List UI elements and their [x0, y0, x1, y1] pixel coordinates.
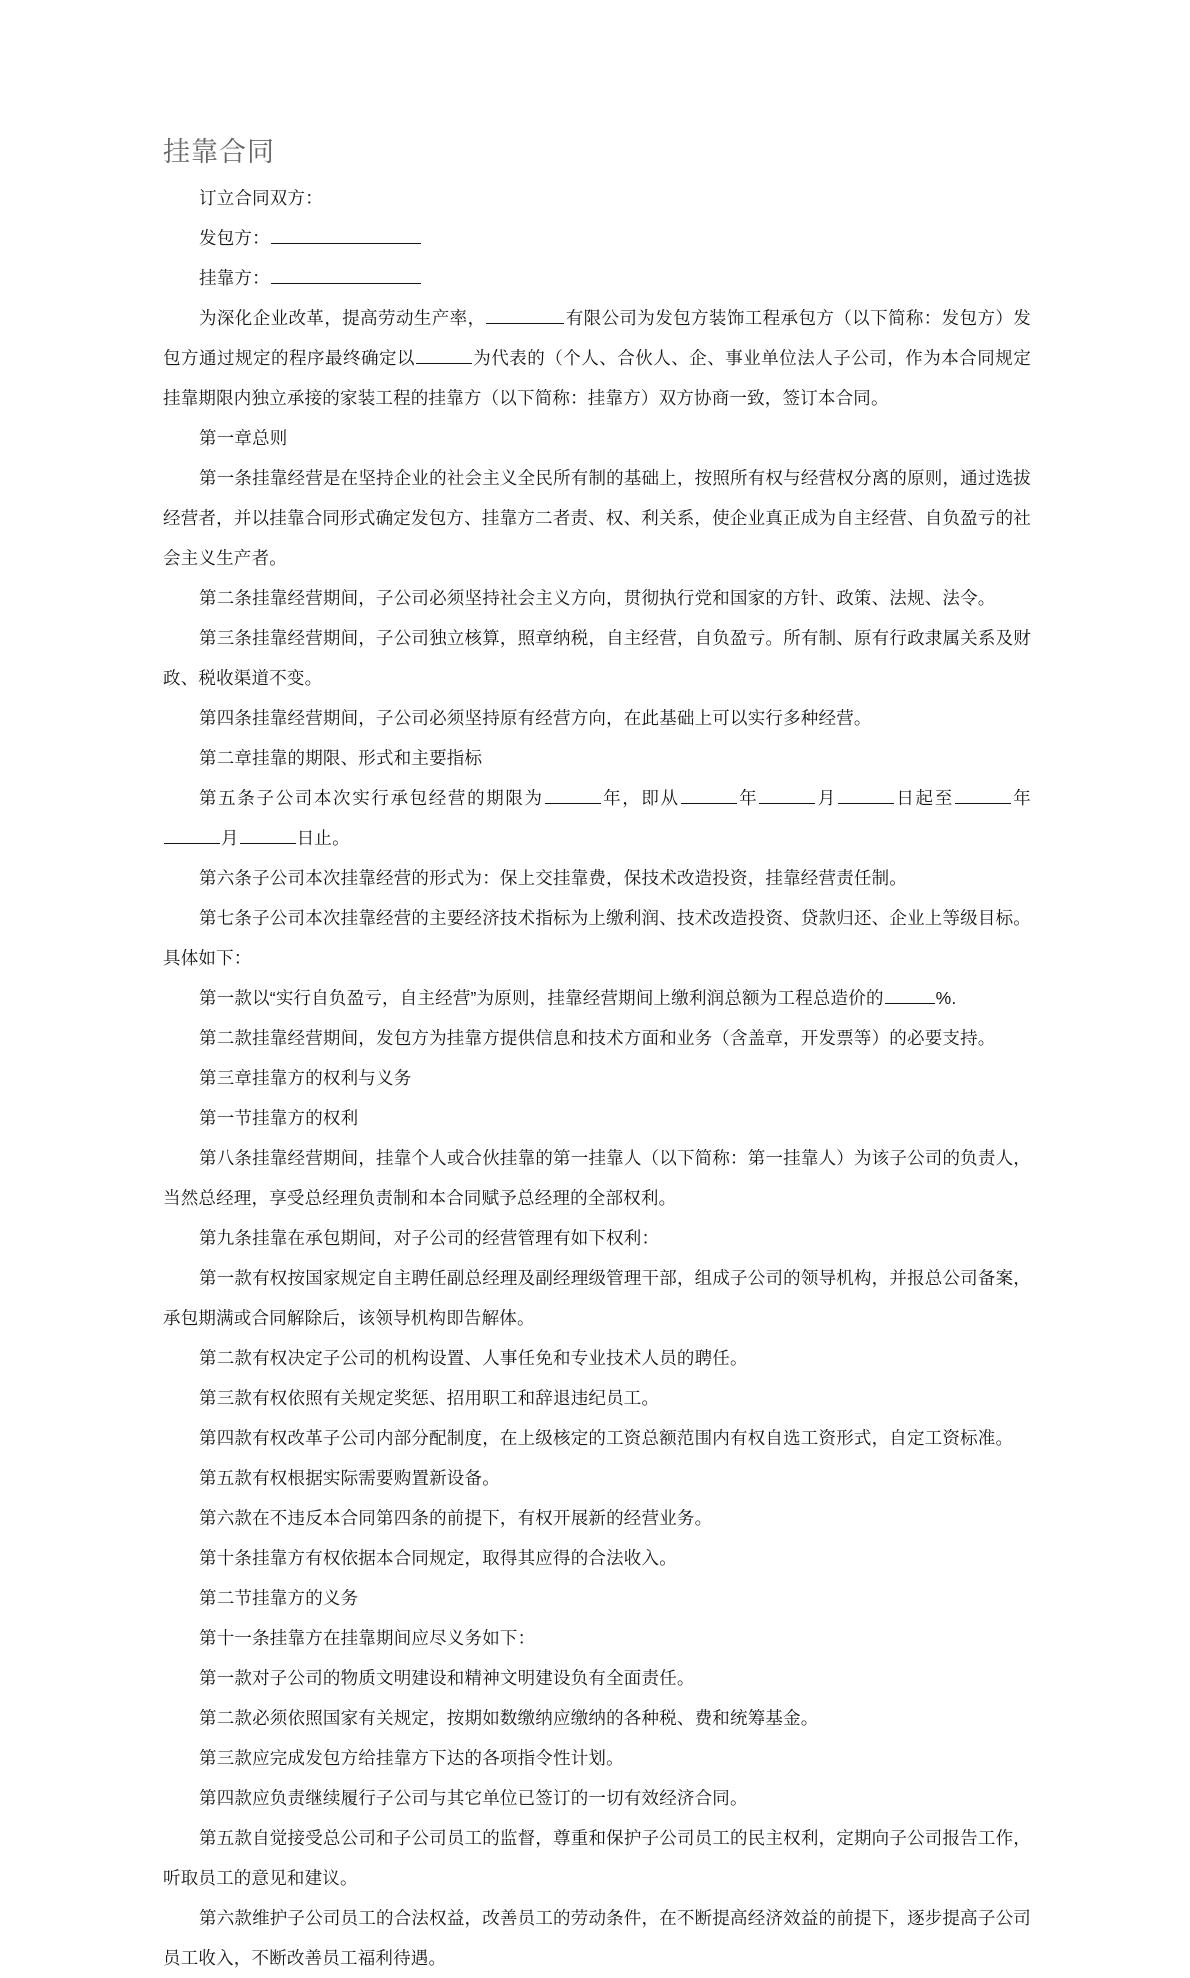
- p-art11-cl1: [163, 1658, 1031, 1698]
- paragraph-text: 第十条挂靠方有权依据本合同规定，取得其应得的合法收入。: [199, 1548, 677, 1568]
- p-art5: [163, 778, 1031, 858]
- fill-in-blank[interactable]: [838, 786, 894, 804]
- paragraph-text: 第一章总则: [199, 428, 288, 448]
- paragraph-text: 第二章挂靠的期限、形式和主要指标: [199, 748, 483, 768]
- p-party-a: [163, 218, 1031, 258]
- p-art11-cl2: [163, 1698, 1031, 1738]
- p-art11: [163, 1618, 1031, 1658]
- p-art9-cl1: [163, 1258, 1031, 1338]
- p-art9-cl4: [163, 1418, 1031, 1458]
- p-art11-cl4: [163, 1778, 1031, 1818]
- fill-in-blank[interactable]: [486, 306, 564, 324]
- fill-in-blank[interactable]: [681, 786, 737, 804]
- fill-in-blank[interactable]: [759, 786, 815, 804]
- paragraph-text: 第五款有权根据实际需要购置新设备。: [199, 1468, 500, 1488]
- paragraph-text: 第六款维护子公司员工的合法权益，改善员工的劳动条件，在不断提高经济效益的前提下，逐步提高子公司员工收入，不断改善员工福利待遇。: [163, 1908, 1031, 1968]
- fill-in-blank[interactable]: [416, 346, 472, 364]
- paragraph-text: 挂靠方：: [199, 268, 270, 288]
- paragraph-text: 为代表的（个人、合伙人、企、事业单位法人子公司，作为本合同规定挂靠期限内独立承接的家装工程的挂靠方（以下简称：挂靠方）双方协商一致，签订本合同。: [163, 348, 1031, 408]
- fill-in-blank[interactable]: [164, 826, 220, 844]
- paragraph-text: 月: [816, 788, 837, 808]
- p-party-b: [163, 258, 1031, 298]
- paragraph-text: 第五条子公司本次实行承包经营的期限为: [199, 788, 544, 808]
- p-art1: [163, 458, 1031, 578]
- p-art9-cl5: [163, 1458, 1031, 1498]
- paragraph-text: 年，即从: [601, 788, 680, 808]
- p-ch3-heading: [163, 1058, 1031, 1098]
- p-art9-cl6: [163, 1498, 1031, 1538]
- paragraph-text: 第四款有权改革子公司内部分配制度，在上级核定的工资总额范围内有权自选工资形式，自定工资标准。: [199, 1428, 1014, 1448]
- p-art10: [163, 1538, 1031, 1578]
- paragraph-text: 第三款有权依照有关规定奖惩、招用职工和辞退违纪员工。: [199, 1388, 660, 1408]
- p-art11-cl3: [163, 1738, 1031, 1778]
- paragraph-text: 第四款应负责继续履行子公司与其它单位已签订的一切有效经济合同。: [199, 1788, 748, 1808]
- paragraph-text: 年: [737, 788, 759, 808]
- paragraph-text: 第三条挂靠经营期间，子公司独立核算，照章纳税，自主经营，自负盈亏。所有制、原有行政隶属关系及财政、税收渠道不变。: [163, 628, 1031, 688]
- p-ch2-heading: [163, 738, 1031, 778]
- paragraph-text: 第二条挂靠经营期间，子公司必须坚持社会主义方向，贯彻执行党和国家的方针、政策、法规、法令。: [199, 588, 996, 608]
- p-art3: [163, 618, 1031, 698]
- paragraph-text: 第三款应完成发包方给挂靠方下达的各项指令性计划。: [199, 1748, 624, 1768]
- paragraph-text: 订立合同双方：: [199, 188, 323, 208]
- paragraph-text: 第三章挂靠方的权利与义务: [199, 1068, 412, 1088]
- fill-in-blank[interactable]: [885, 986, 935, 1004]
- paragraph-text: 第一条挂靠经营是在坚持企业的社会主义全民所有制的基础上，按照所有权与经营权分离的原则，通过选拔经营者，并以挂靠合同形式确定发包方、挂靠方二者责、权、利关系，使企业真正成为自主经营、自负盈亏的社会主义生产者。: [163, 468, 1031, 568]
- fill-in-blank[interactable]: [271, 226, 421, 244]
- p-art7: [163, 898, 1031, 978]
- paragraph-text: 第一款对子公司的物质文明建设和精神文明建设负有全面责任。: [199, 1668, 695, 1688]
- p-art8: [163, 1138, 1031, 1218]
- page-title: 挂靠合同: [163, 137, 275, 167]
- paragraph-text: 第二节挂靠方的义务: [199, 1588, 359, 1608]
- p-ch1-heading: [163, 418, 1031, 458]
- paragraph-text: 第七条子公司本次挂靠经营的主要经济技术指标为上缴利润、技术改造投资、贷款归还、企业上等级目标。具体如下：: [163, 908, 1031, 968]
- p-art7-cl1: [163, 978, 1031, 1018]
- paragraph-text: 发包方：: [199, 228, 270, 248]
- fill-in-blank[interactable]: [545, 786, 601, 804]
- p-art4: [163, 698, 1031, 738]
- paragraph-text: 为深化企业改革，提高劳动生产率，: [199, 308, 486, 328]
- p-art2: [163, 578, 1031, 618]
- paragraph-text: 第九条挂靠在承包期间，对子公司的经营管理有如下权利：: [199, 1228, 660, 1248]
- p-sec1-heading: [163, 1098, 1031, 1138]
- paragraph-text: 第十一条挂靠方在挂靠期间应尽义务如下：: [199, 1628, 536, 1648]
- paragraph-text: 第八条挂靠经营期间，挂靠个人或合伙挂靠的第一挂靠人（以下简称：第一挂靠人）为该子公司的负责人，当然总经理，享受总经理负责制和本合同赋予总经理的全部权利。: [163, 1148, 1031, 1208]
- p-art11-cl6: [163, 1898, 1031, 1978]
- paragraph-text: 第六条子公司本次挂靠经营的形式为：保上交挂靠费，保技术改造投资，挂靠经营责任制。: [199, 868, 907, 888]
- p-art9-cl3: [163, 1378, 1031, 1418]
- paragraph-text: 日起至: [894, 788, 954, 808]
- fill-in-blank[interactable]: [955, 786, 1011, 804]
- fill-in-blank[interactable]: [240, 826, 296, 844]
- paragraph-text: 第一节挂靠方的权利: [199, 1108, 359, 1128]
- p-art11-cl5: [163, 1818, 1031, 1898]
- paragraph-text: 第一款有权按国家规定自主聘任副总经理及副经理级管理干部，组成子公司的领导机构，并报总公司备案，承包期满或合同解除后，该领导机构即告解体。: [163, 1268, 1031, 1328]
- p-art6: [163, 858, 1031, 898]
- paragraph-text: 第二款必须依照国家有关规定，按期如数缴纳应缴纳的各种税、费和统筹基金。: [199, 1708, 819, 1728]
- paragraph-text: %.: [935, 988, 957, 1008]
- paragraph-text: 第一款以“实行自负盈亏，自主经营”为原则，挂靠经营期间上缴利润总额为工程总造价的: [199, 988, 884, 1008]
- p-sec2-heading: [163, 1578, 1031, 1618]
- paragraph-text: 第二款挂靠经营期间，发包方为挂靠方提供信息和技术方面和业务（含盖章，开发票等）的必要支持。: [199, 1028, 996, 1048]
- paragraph-text: 第四条挂靠经营期间，子公司必须坚持原有经营方向，在此基础上可以实行多种经营。: [199, 708, 872, 728]
- document-body: [163, 132, 1031, 1978]
- paragraph-text: 第二款有权决定子公司的机构设置、人事任免和专业技术人员的聘任。: [199, 1348, 748, 1368]
- p-art7-cl2: [163, 1018, 1031, 1058]
- paragraph-text: 日止。: [296, 828, 350, 848]
- paragraph-container: [163, 178, 1031, 1978]
- fill-in-blank[interactable]: [271, 266, 421, 284]
- p-art9: [163, 1218, 1031, 1258]
- paragraph-text: 第五款自觉接受总公司和子公司员工的监督，尊重和保护子公司员工的民主权利，定期向子公司报告工作，听取员工的意见和建议。: [163, 1828, 1031, 1888]
- p-art9-cl2: [163, 1338, 1031, 1378]
- paragraph-text: 月: [221, 828, 239, 848]
- paragraph-text: 第六款在不违反本合同第四条的前提下，有权开展新的经营业务。: [199, 1508, 713, 1528]
- paragraph-text: 有限公司为发包方装饰工程承包方（以下简称：发包方）发包方通过规定的程序最终确定以: [163, 308, 1032, 368]
- p-preamble: [163, 298, 1031, 418]
- paragraph-text: 年: [1011, 788, 1032, 808]
- p-parties-heading: [163, 178, 1031, 218]
